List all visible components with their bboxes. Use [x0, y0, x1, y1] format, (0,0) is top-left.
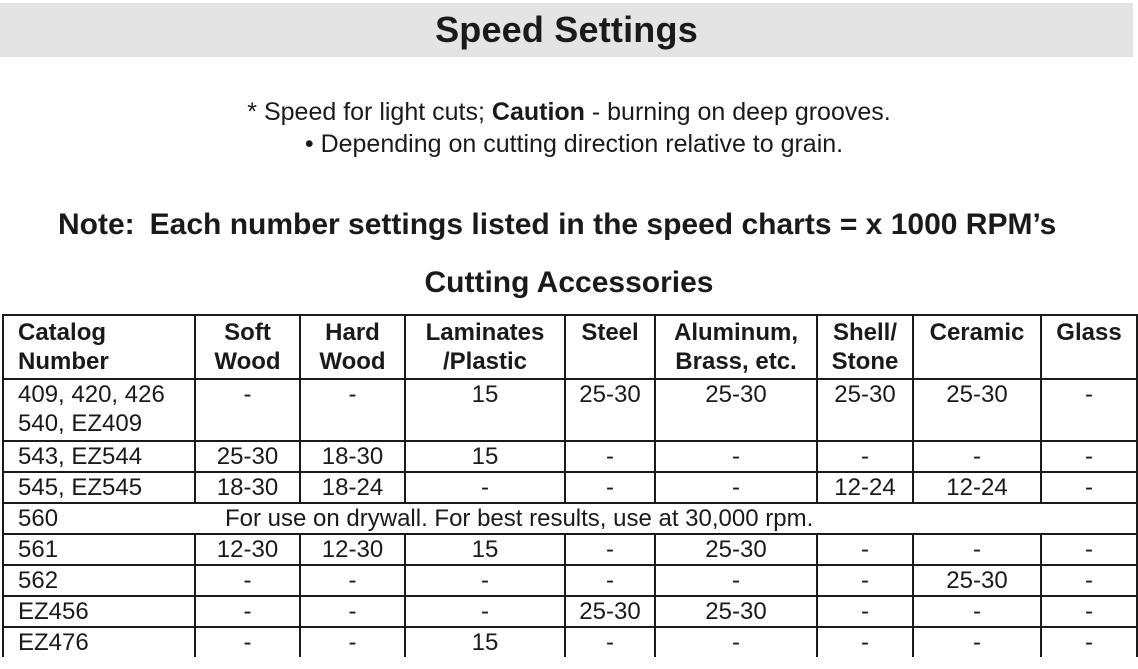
column-header-laminates-plastic — [405, 315, 565, 379]
speed-cell-soft-wood: - — [195, 627, 300, 657]
speed-cell-steel: - — [565, 441, 655, 472]
speed-cell-aluminum-brass: 25-30 — [655, 379, 817, 441]
speed-cell-shell-stone: - — [817, 596, 913, 627]
catalog-number-cell — [3, 503, 195, 534]
speed-cell-glass: - — [1041, 534, 1137, 565]
note-text: Each number settings listed in the speed charts = x 1000 RPM’s — [149, 208, 1057, 241]
speed-cell-hard-wood: - — [300, 596, 405, 627]
speed-cell-aluminum-brass: - — [655, 627, 817, 657]
speed-cell-laminates-plastic: 15 — [405, 379, 565, 441]
catalog-number-line: 409, 420, 426 — [18, 381, 165, 408]
column-header-soft-wood — [195, 315, 300, 379]
speed-cell-steel: 25-30 — [565, 379, 655, 441]
note-label: Note: — [58, 208, 135, 241]
catalog-number-line: 543, EZ544 — [18, 443, 143, 470]
catalog-number-cell — [3, 627, 195, 657]
catalog-number-line: 562 — [18, 567, 59, 594]
speed-cell-hard-wood: - — [300, 379, 405, 441]
header-line: Glass — [1056, 319, 1122, 346]
speed-cell-steel: - — [565, 534, 655, 565]
speed-cell-hard-wood: 18-24 — [300, 472, 405, 503]
catalog-number-cell — [3, 596, 195, 627]
footnote-1-prefix: * Speed for light cuts; — [247, 98, 492, 126]
catalog-number-cell — [3, 472, 195, 503]
catalog-number-line: 545, EZ545 — [18, 474, 143, 501]
speed-cell-shell-stone: - — [817, 627, 913, 657]
header-line: Hard — [325, 319, 380, 346]
speed-table — [2, 314, 1138, 657]
table-row — [3, 472, 1137, 503]
column-header-shell-stone — [817, 315, 913, 379]
column-header-glass — [1041, 315, 1137, 379]
column-header-ceramic — [913, 315, 1041, 379]
speed-cell-aluminum-brass: - — [655, 472, 817, 503]
catalog-number-cell — [3, 441, 195, 472]
speed-cell-laminates-plastic: - — [405, 565, 565, 596]
header-line: Wood — [214, 348, 281, 375]
speed-cell-shell-stone: 12-24 — [817, 472, 913, 503]
speed-cell-laminates-plastic: 15 — [405, 627, 565, 657]
table-row — [3, 534, 1137, 565]
header-line: /Plastic — [442, 348, 528, 375]
column-header-hard-wood — [300, 315, 405, 379]
speed-cell-ceramic: - — [913, 627, 1041, 657]
speed-cell-ceramic: 25-30 — [913, 565, 1041, 596]
speed-cell-aluminum-brass: 25-30 — [655, 596, 817, 627]
column-header-steel — [565, 315, 655, 379]
speed-cell-soft-wood: 18-30 — [195, 472, 300, 503]
speed-cell-aluminum-brass: 25-30 — [655, 534, 817, 565]
speed-cell-laminates-plastic: 15 — [405, 441, 565, 472]
footnote-grain-direction: • Depending on cutting direction relative to grain. — [304, 130, 844, 158]
speed-cell-shell-stone: - — [817, 534, 913, 565]
speed-cell-hard-wood: - — [300, 565, 405, 596]
speed-cell-steel: - — [565, 627, 655, 657]
speed-cell-laminates-plastic: 15 — [405, 534, 565, 565]
speed-cell-laminates-plastic: - — [405, 596, 565, 627]
speed-cell-ceramic: - — [913, 441, 1041, 472]
table-row — [3, 503, 1137, 534]
speed-cell-shell-stone: 25-30 — [817, 379, 913, 441]
header-line: Catalog — [18, 319, 107, 346]
column-header-catalog-number — [3, 315, 195, 379]
speed-cell-aluminum-brass: - — [655, 565, 817, 596]
speed-cell-soft-wood: 25-30 — [195, 441, 300, 472]
speed-cell-glass: - — [1041, 565, 1137, 596]
header-line: Steel — [581, 319, 639, 346]
speed-cell-glass: - — [1041, 627, 1137, 657]
speed-cell-ceramic: 12-24 — [913, 472, 1041, 503]
page-title: Speed Settings — [435, 9, 698, 50]
catalog-number-line: 540, EZ409 — [18, 410, 143, 437]
catalog-number-line: 561 — [18, 536, 59, 563]
header-line: Stone — [831, 348, 899, 375]
header-line: Soft — [224, 319, 271, 346]
speed-cell-ceramic: - — [913, 534, 1041, 565]
speed-cell-shell-stone: - — [817, 565, 913, 596]
speed-cell-steel: - — [565, 472, 655, 503]
catalog-number-cell — [3, 379, 195, 441]
speed-cell-aluminum-brass: - — [655, 441, 817, 472]
header-line: Number — [18, 348, 109, 375]
header-line: Shell/ — [832, 319, 898, 346]
drywall-note-cell: For use on drywall. For best results, use at 30,000 rpm. — [195, 503, 1137, 534]
table-body — [3, 379, 1137, 657]
table-row — [3, 596, 1137, 627]
column-header-aluminum-brass — [655, 315, 817, 379]
catalog-number-cell — [3, 534, 195, 565]
speed-cell-steel: - — [565, 565, 655, 596]
speed-cell-hard-wood: 12-30 — [300, 534, 405, 565]
table-header — [3, 315, 1137, 379]
catalog-number-line: EZ476 — [18, 629, 89, 656]
speed-cell-glass: - — [1041, 472, 1137, 503]
speed-cell-soft-wood: - — [195, 565, 300, 596]
speed-cell-soft-wood: - — [195, 596, 300, 627]
header-line: Ceramic — [929, 319, 1025, 346]
speed-cell-glass: - — [1041, 441, 1137, 472]
table-row — [3, 565, 1137, 596]
caution-label: Caution — [491, 98, 585, 126]
table-row — [3, 627, 1137, 657]
speed-cell-soft-wood: - — [195, 379, 300, 441]
speed-cell-steel: 25-30 — [565, 596, 655, 627]
footnote-light-cuts — [0, 96, 1138, 128]
rpm-note — [58, 208, 1056, 242]
speed-cell-laminates-plastic: - — [405, 472, 565, 503]
section-title: Cutting Accessories — [424, 266, 714, 299]
table-header-row — [3, 315, 1137, 379]
header-line: Wood — [319, 348, 386, 375]
catalog-number-cell — [3, 565, 195, 596]
speed-cell-hard-wood: - — [300, 627, 405, 657]
header-line: Brass, etc. — [675, 348, 797, 375]
footnote-1-suffix: - burning on deep grooves. — [584, 98, 891, 126]
speed-cell-soft-wood: 12-30 — [195, 534, 300, 565]
footnotes — [0, 96, 1138, 160]
catalog-number-line: 560 — [18, 505, 59, 532]
table-row — [3, 379, 1137, 441]
header-line: Laminates — [425, 319, 545, 346]
header-line: Aluminum, — [674, 319, 798, 346]
title-bar — [0, 3, 1133, 57]
speed-cell-glass: - — [1041, 596, 1137, 627]
speed-cell-shell-stone: - — [817, 441, 913, 472]
catalog-number-line: EZ456 — [18, 598, 89, 625]
speed-cell-ceramic: - — [913, 596, 1041, 627]
speed-cell-glass: - — [1041, 379, 1137, 441]
table-row — [3, 441, 1137, 472]
speed-cell-hard-wood: 18-30 — [300, 441, 405, 472]
speed-cell-ceramic: 25-30 — [913, 379, 1041, 441]
